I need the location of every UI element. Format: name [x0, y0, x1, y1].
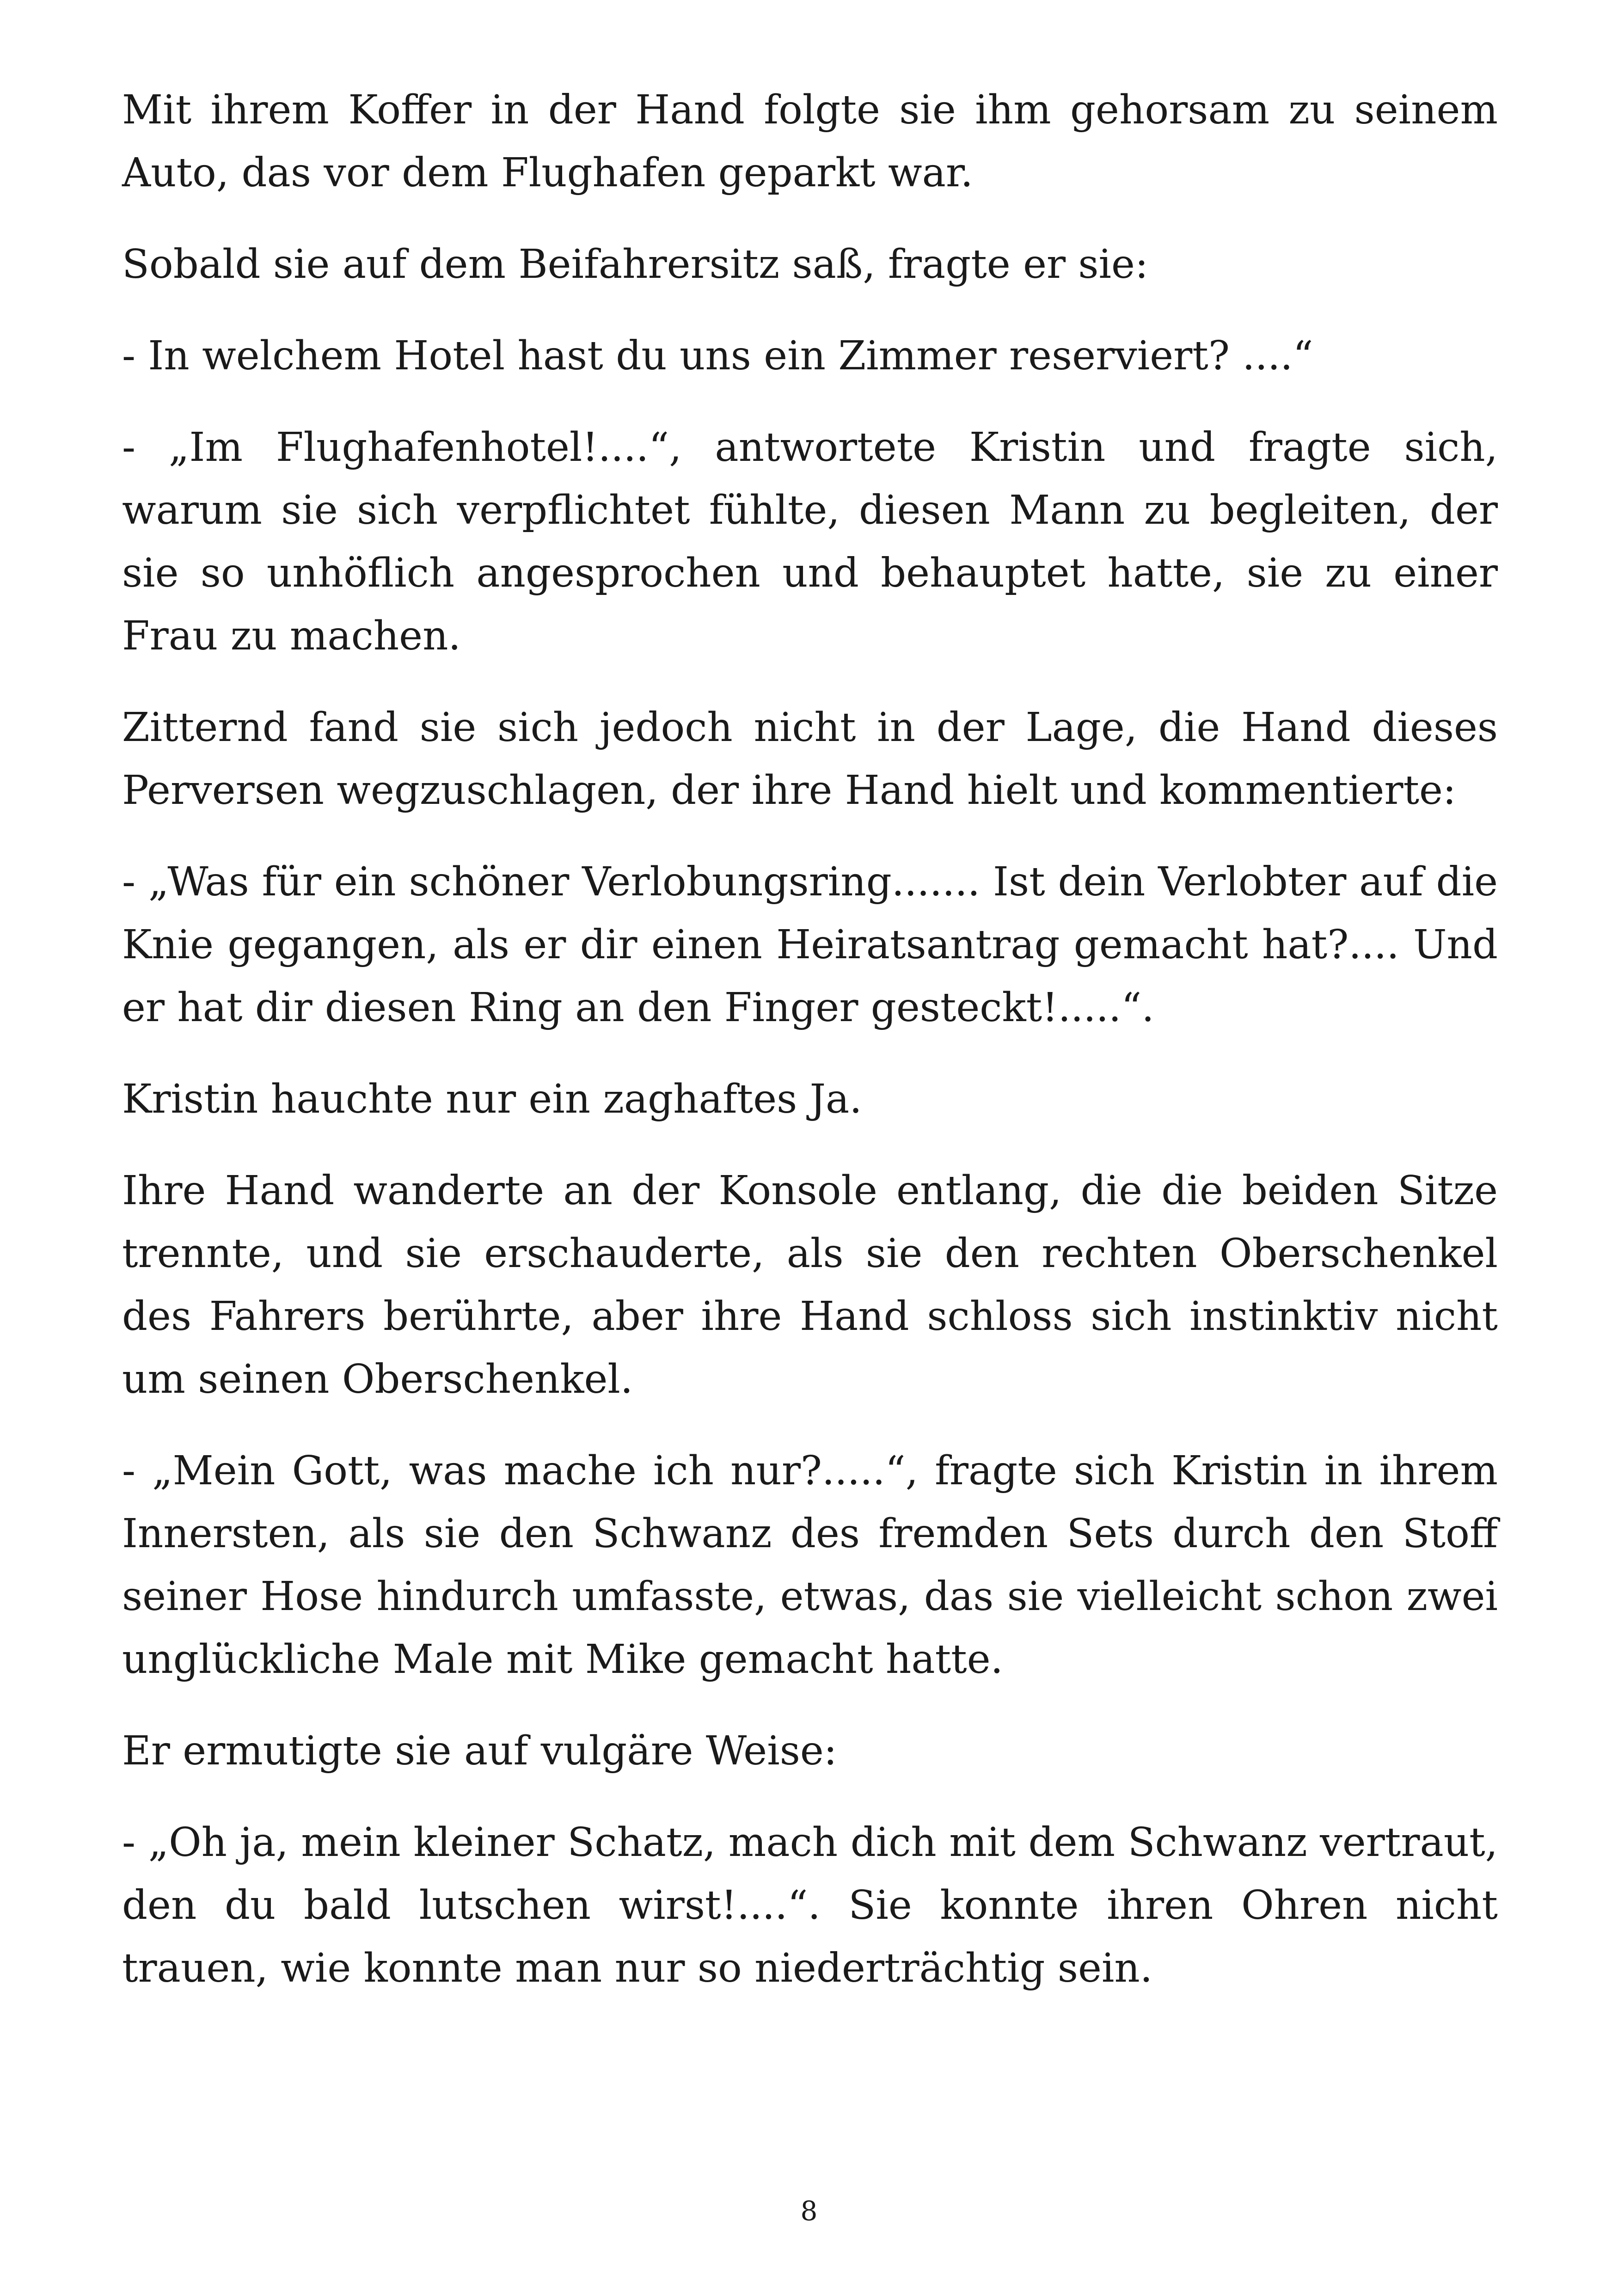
paragraph: - „Mein Gott, was mache ich nur?.....“, fragte sich Kristin in ihrem Innersten, als sie den Schwanz des fremden Sets durch den Stoff seiner Hose hindurch umfasste, etwas, das sie vielleicht schon zwei unglückliche Male mit Mike gemacht hatte. [122, 1448, 1498, 1683]
page-number: 8 [800, 2195, 818, 2227]
paragraph: - „Im Flughafenhotel!....“, antwortete Kristin und fragte sich, warum sie sich verpflichtet fühlte, diesen Mann zu begleiten, der sie so unhöflich angesprochen und behauptet hatte, sie zu einer Frau zu machen. [122, 424, 1498, 659]
paragraph: Mit ihrem Koffer in der Hand folgte sie ihm gehorsam zu seinem Auto, das vor dem Flughafen geparkt war. [122, 87, 1498, 196]
paragraph: - „Oh ja, mein kleiner Schatz, mach dich mit dem Schwanz vertraut, den du bald lutschen wirst!....“. Sie konnte ihren Ohren nicht trauen, wie konnte man nur so niederträchtig sein. [122, 1819, 1498, 1991]
paragraph: - „Was für ein schöner Verlobungsring....... Ist dein Verlobter auf die Knie gegangen, als er dir einen Heiratsantrag gemacht hat?.... Und er hat dir diesen Ring an den Finger gesteckt!.....“. [122, 859, 1498, 1031]
paragraph: Kristin hauchte nur ein zaghaftes Ja. [122, 1076, 862, 1122]
paragraph: Er ermutigte sie auf vulgäre Weise: [122, 1728, 837, 1774]
paragraph: Sobald sie auf dem Beifahrersitz saß, fragte er sie: [122, 241, 1148, 288]
paragraph: Ihre Hand wanderte an der Konsole entlang, die die beiden Sitze trennte, und sie erschauderte, als sie den rechten Oberschenkel des Fahrers berührte, aber ihre Hand schloss sich instinktiv nicht um seinen Oberschenkel. [122, 1168, 1498, 1402]
body-text [122, 79, 1498, 2000]
paragraph: Zitternd fand sie sich jedoch nicht in der Lage, die Hand dieses Perversen wegzuschlagen, der ihre Hand hielt und kommentierte: [122, 704, 1498, 814]
paragraph: - In welchem Hotel hast du uns ein Zimmer reserviert? ....“ [122, 333, 1313, 379]
